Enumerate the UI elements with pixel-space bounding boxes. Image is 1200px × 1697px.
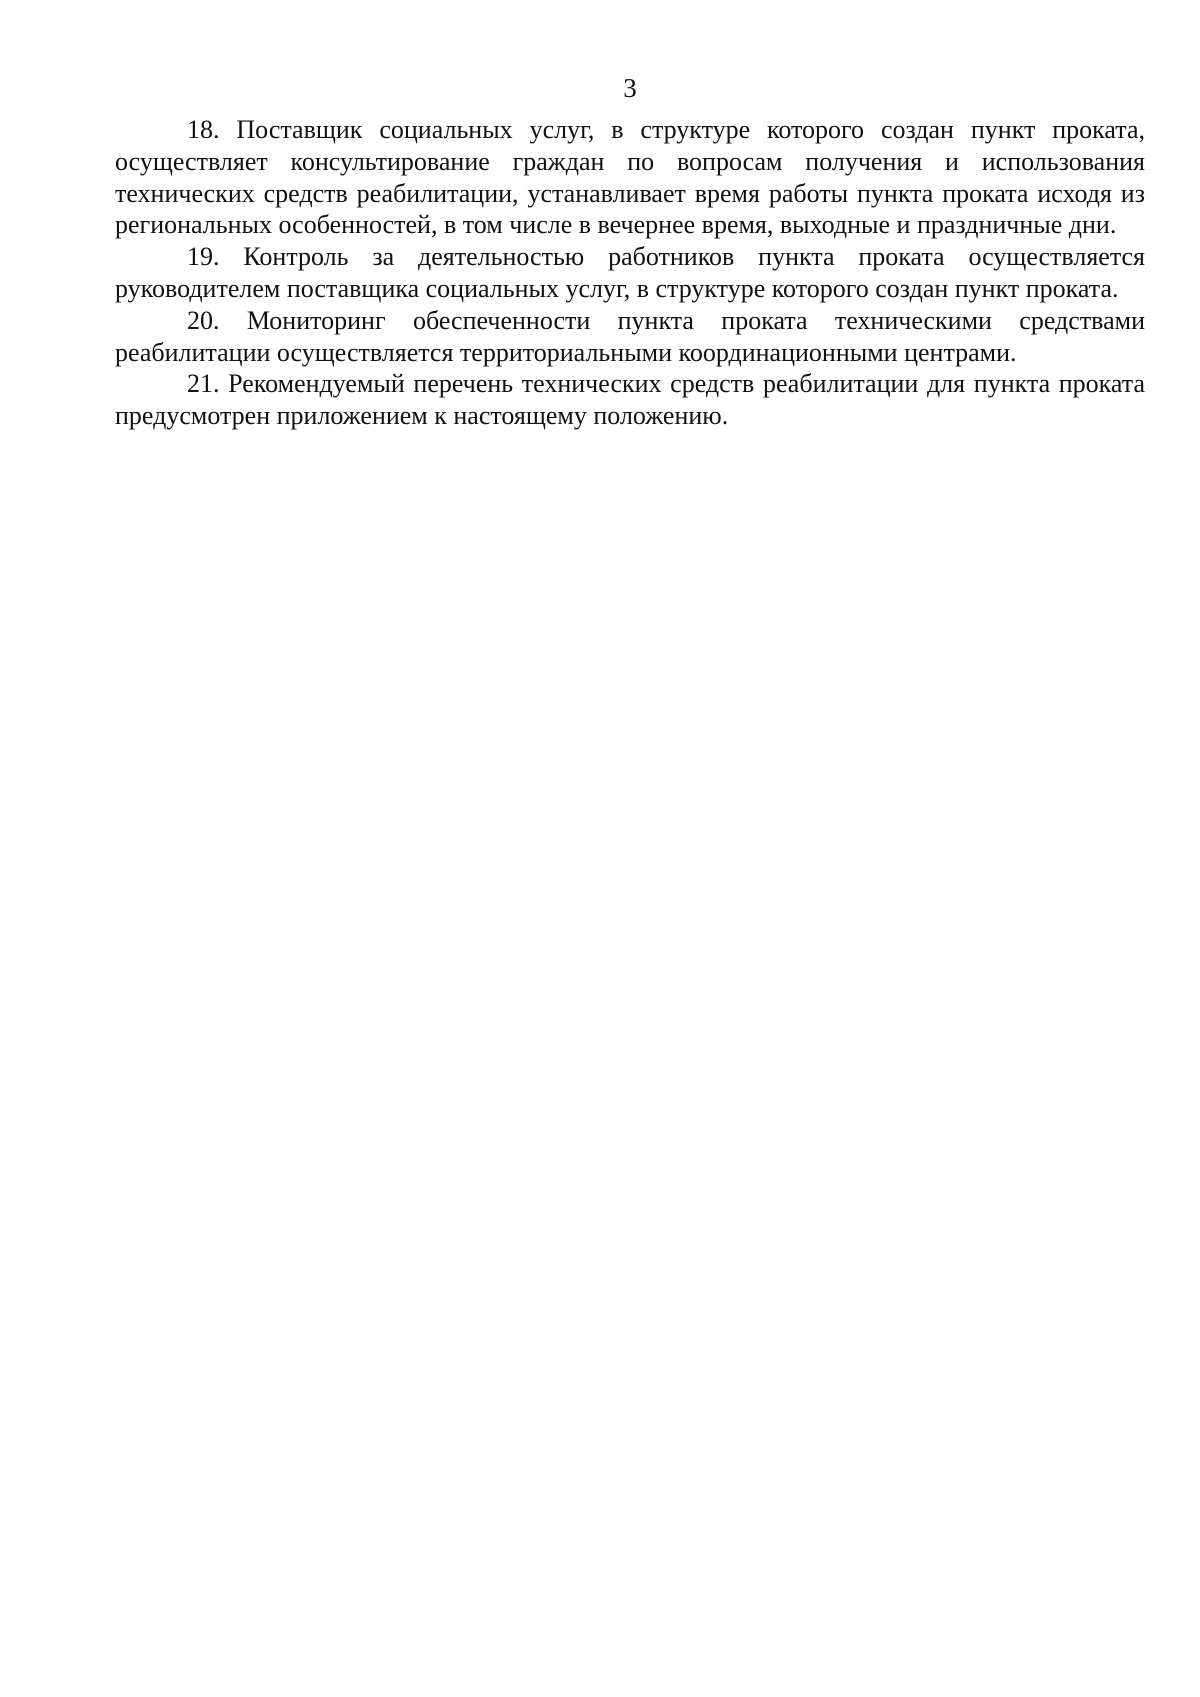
page-number: 3 <box>623 73 637 103</box>
document-body <box>115 114 1145 432</box>
paragraph-20: 20. Мониторинг обеспеченности пункта проката техническими средствами реабилитации осуществляется территориальными координационными центрами. <box>115 305 1145 367</box>
paragraph-18: 18. Поставщик социальных услуг, в структуре которого создан пункт проката, осуществляет консультирование граждан по вопросам получения и использования технических средств реабилитации, устанавливает время работы пункта проката исходя из региональных особенностей, в том числе в вечернее время, выходные и праздничные дни. <box>115 115 1145 240</box>
paragraph-21: 21. Рекомендуемый перечень технических средств реабилитации для пункта проката предусмотрен приложением к настоящему положению. <box>115 369 1145 431</box>
paragraph-19: 19. Контроль за деятельностью работников пункта проката осуществляется руководителем поставщика социальных услуг, в структуре которого создан пункт проката. <box>115 242 1145 303</box>
